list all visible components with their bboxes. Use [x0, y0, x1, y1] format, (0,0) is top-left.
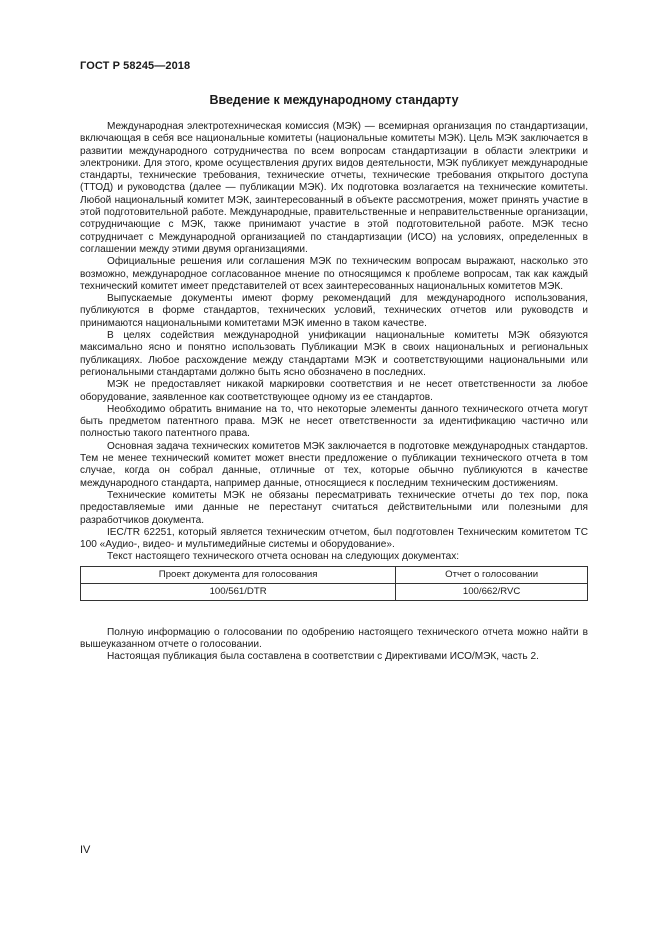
paragraph-iec-overview: Международная электротехническая комиссия (МЭК) — всемирная организация по стандартизации, включающая в себя все национальные комитеты (национальные комитеты МЭК). Цель МЭК заключается в развитии международного сотрудничества по всем вопросам стандартизации в области электрики и электроники. Для этого, кроме осуществления других видов деятельности, МЭК публикует международные стандарты, технические требования, технические отчеты, технические требования открытого доступа (ТТОД) и руководства (далее — публикации МЭК). Их подготовка возлагается на технические комитеты. Любой национальный комитет МЭК, заинтересованный в объекте рассмотрения, может принять участие в этой подготовительной работе. Международные, правительственные и неправительственные организации, сотрудничающие с МЭК, также принимают участие в этой подготовительной работе. МЭК тесно сотрудничает с Международной организацией по стандартизации (ИСО) на условиях, определенных в соглашении между этими двумя организациями.	[80, 121, 588, 255]
paragraph-main-task: Основная задача технических комитетов МЭК заключается в подготовке международных стандартов. Тем не менее технический комитет может внести предложение о публикации технического отчета в том случае, когда он собрал данные, отличные от тех, которые обычно публикуются в качестве международного стандарта, например данные, относящиеся к последним техническим достижениям.	[80, 440, 588, 489]
paragraph-official-decisions: Официальные решения или соглашения МЭК по техническим вопросам выражают, насколько это возможно, международное согласованное мнение по относящимся к проблеме вопросам, так как каждый технический комитет имеет представителей от всех заинтересованных национальных комитетов МЭК.	[80, 256, 588, 292]
paragraph-directives: Настоящая публикация была составлена в соответствии с Директивами ИСО/МЭК, часть 2.	[107, 651, 539, 663]
table-header-voting-report: Отчет о голосовании	[396, 566, 588, 583]
table-cell-draft: 100/561/DTR	[81, 583, 396, 600]
paragraph-tr-prepared: IEC/TR 62251, который является техническим отчетом, был подготовлен Техническим комитетом ТС 100 «Аудио-, видео- и мультимедийные системы и оборудование».	[80, 526, 588, 551]
page-number: IV	[80, 844, 91, 856]
paragraph-patent-rights: Необходимо обратить внимание на то, что некоторые элементы данного технического отчета могут быть предметом патентного права. МЭК не несет ответственности за идентификацию частично или полностью такого патентного права.	[80, 403, 588, 440]
paragraph-based-on: Текст настоящего технического отчета основан на следующих документах:	[107, 551, 460, 563]
table-header-row	[81, 566, 588, 583]
paragraph-issued-documents: Выпускаемые документы имеют форму рекомендаций для международного использования, публикуются в форме стандартов, технических условий, технических отчетов или руководств и принимаются национальными комитетами МЭК именно в таком качестве.	[80, 293, 588, 329]
paragraph-voting-info: Полную информацию о голосовании по одобрению настоящего технического отчета можно найти в вышеуказанном отчете о голосовании.	[80, 626, 588, 650]
table-cell-voting-report: 100/662/RVC	[396, 583, 588, 600]
document-code-header: ГОСТ Р 58245—2018	[80, 60, 191, 72]
paragraph-revision: Технические комитеты МЭК не обязаны пересматривать технические отчеты до тех пор, пока предоставляемые ими данные не перестанут считаться действительными или полезными для разработчиков документа.	[80, 489, 588, 526]
section-title: Введение к международному стандарту	[209, 93, 459, 107]
table-row	[81, 583, 588, 600]
paragraph-unification: В целях содействия международной унификации национальные комитеты МЭК обязуются максимально ясно и понятно использовать Публикации МЭК в своих национальных и региональных публикациях. Любое расхождение между стандартами МЭК и соответствующими национальными или региональными стандартами должно быть ясно обозначено в последних.	[80, 330, 588, 378]
table-header-draft: Проект документа для голосования	[81, 566, 396, 583]
voting-documents-table	[80, 566, 588, 601]
document-body	[80, 121, 588, 664]
paragraph-conformity: МЭК не предоставляет никакой маркировки соответствия и не несет ответственности за любое оборудование, заявленное как соответствующее одному из ее стандартов.	[80, 379, 588, 403]
